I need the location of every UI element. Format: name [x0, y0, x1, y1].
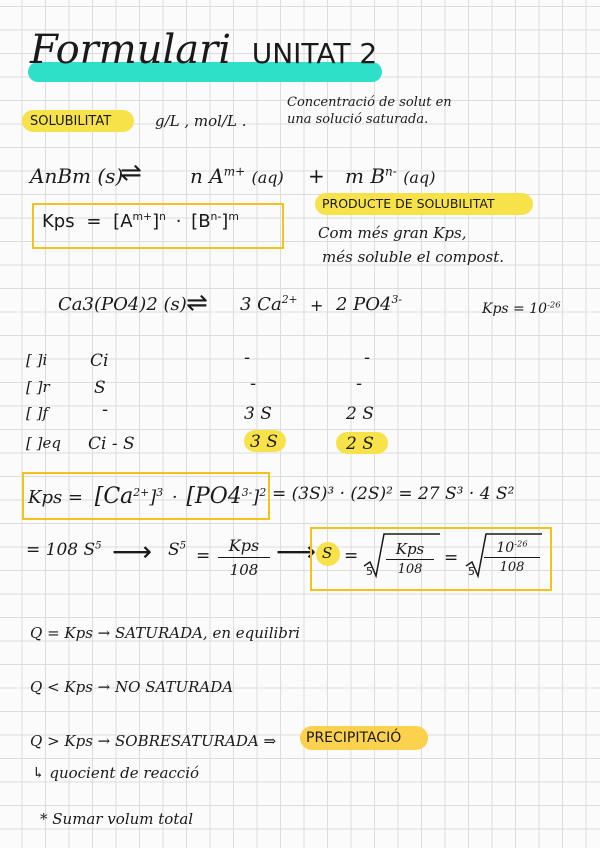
- solubility-def-2: una solució saturada.: [287, 112, 429, 127]
- solve-frac-den: 108: [229, 561, 259, 579]
- result-s: S: [322, 544, 333, 562]
- root-2-num: $10^{-26}$: [484, 540, 540, 558]
- solve-arrow-1-icon: ⟶: [112, 535, 153, 568]
- example-right2: 2 $PO4^{3-}$: [336, 293, 403, 315]
- ice-c1-f: -: [102, 400, 109, 420]
- title-sub: UNITAT 2: [251, 37, 378, 70]
- page-title: [30, 27, 378, 73]
- ice-c1-eq: Ci - S: [88, 434, 135, 454]
- kps-expr-rhs: = (3S)³ · (2S)² = 27 S³ · 4 S²: [272, 484, 515, 504]
- example-right1: 3 $Ca^{2+}$: [240, 293, 298, 315]
- condition-unsaturated: Q < Kps → NO SATURADA: [30, 678, 234, 696]
- general-eq-left: AnBm (s): [30, 164, 124, 188]
- result-eq-2: =: [444, 548, 459, 568]
- solubility-def-1: Concentració de solut en: [287, 95, 452, 110]
- example-plus: +: [310, 296, 324, 315]
- root-1-den: 108: [397, 562, 423, 577]
- example-kps-value: Kps = $10^{-26}$: [482, 299, 561, 317]
- condition-saturated: Q = Kps → SATURADA, en equilibri: [30, 624, 300, 642]
- note-sum-volume: * Sumar volum total: [40, 810, 194, 828]
- solve-eq: =: [196, 546, 211, 566]
- ice-label-r: [ ]r: [26, 378, 50, 396]
- product-note-1: Com més gran Kps,: [318, 224, 467, 242]
- root-1-num: Kps: [386, 540, 434, 560]
- solubility-tag: SOLUBILITAT: [30, 114, 112, 129]
- ice-label-i: [ ]i: [26, 351, 48, 369]
- root-2-den: 108: [499, 560, 525, 575]
- equilibrium-arrow-icon: ⇌: [120, 158, 142, 188]
- general-eq-plus: +: [308, 164, 325, 188]
- general-eq-right2: m $B^{n-}$ (aq): [345, 164, 436, 188]
- general-eq-right1: n $A^{m+}$ (aq): [190, 164, 284, 188]
- product-note-2: més soluble el compost.: [322, 248, 505, 266]
- root-1-index: 5: [366, 565, 373, 578]
- ice-c3-r: -: [356, 374, 363, 394]
- note-reaction-quotient: ↳ quocient de reacció: [32, 764, 200, 782]
- root-2-fraction: [484, 540, 540, 575]
- root-1-fraction: [386, 540, 434, 577]
- ice-c2-r: -: [250, 374, 257, 394]
- product-tag: PRODUCTE DE SOLUBILITAT: [322, 196, 495, 211]
- solve-fraction: [218, 536, 270, 579]
- ice-c3-i: -: [364, 348, 371, 368]
- ice-c1-i: Ci: [90, 351, 109, 371]
- ice-c2-eq: 3 S: [250, 432, 278, 452]
- example-arrow-icon: ⇌: [186, 288, 208, 318]
- precipitation-tag: PRECIPITACIÓ: [306, 730, 402, 746]
- title-main: Formulari: [30, 27, 232, 73]
- solve-frac-num: Kps: [218, 536, 270, 558]
- result-eq-1: =: [344, 546, 359, 566]
- kps-general: Kps = $[A^{m+}]^n \cdot [B^{n-}]^m$: [42, 210, 239, 232]
- ice-c3-eq: 2 S: [346, 434, 374, 454]
- ice-c1-r: S: [94, 378, 106, 398]
- condition-supersaturated: Q > Kps → SOBRESATURADA ⇒: [30, 732, 277, 750]
- ice-c2-i: -: [244, 348, 251, 368]
- ice-c2-f: 3 S: [244, 404, 272, 424]
- solubility-units: g/L , mol/L .: [155, 112, 247, 130]
- ice-label-eq: [ ]eq: [26, 434, 61, 452]
- solve-arrow-2-icon: ⟶: [276, 535, 317, 568]
- solve-lhs: = 108 $S^5$: [26, 540, 102, 560]
- example-left: Ca3(PO4)2 (s): [58, 294, 187, 315]
- kps-expr: Kps = $[Ca^{2+}]^3 \cdot [PO4^{3-}]^2$: [28, 484, 267, 509]
- ice-label-f: [ ]f: [26, 404, 49, 422]
- ice-c3-f: 2 S: [346, 404, 374, 424]
- solve-mid: $S^5$: [168, 540, 187, 560]
- root-2-index: 5: [468, 565, 475, 578]
